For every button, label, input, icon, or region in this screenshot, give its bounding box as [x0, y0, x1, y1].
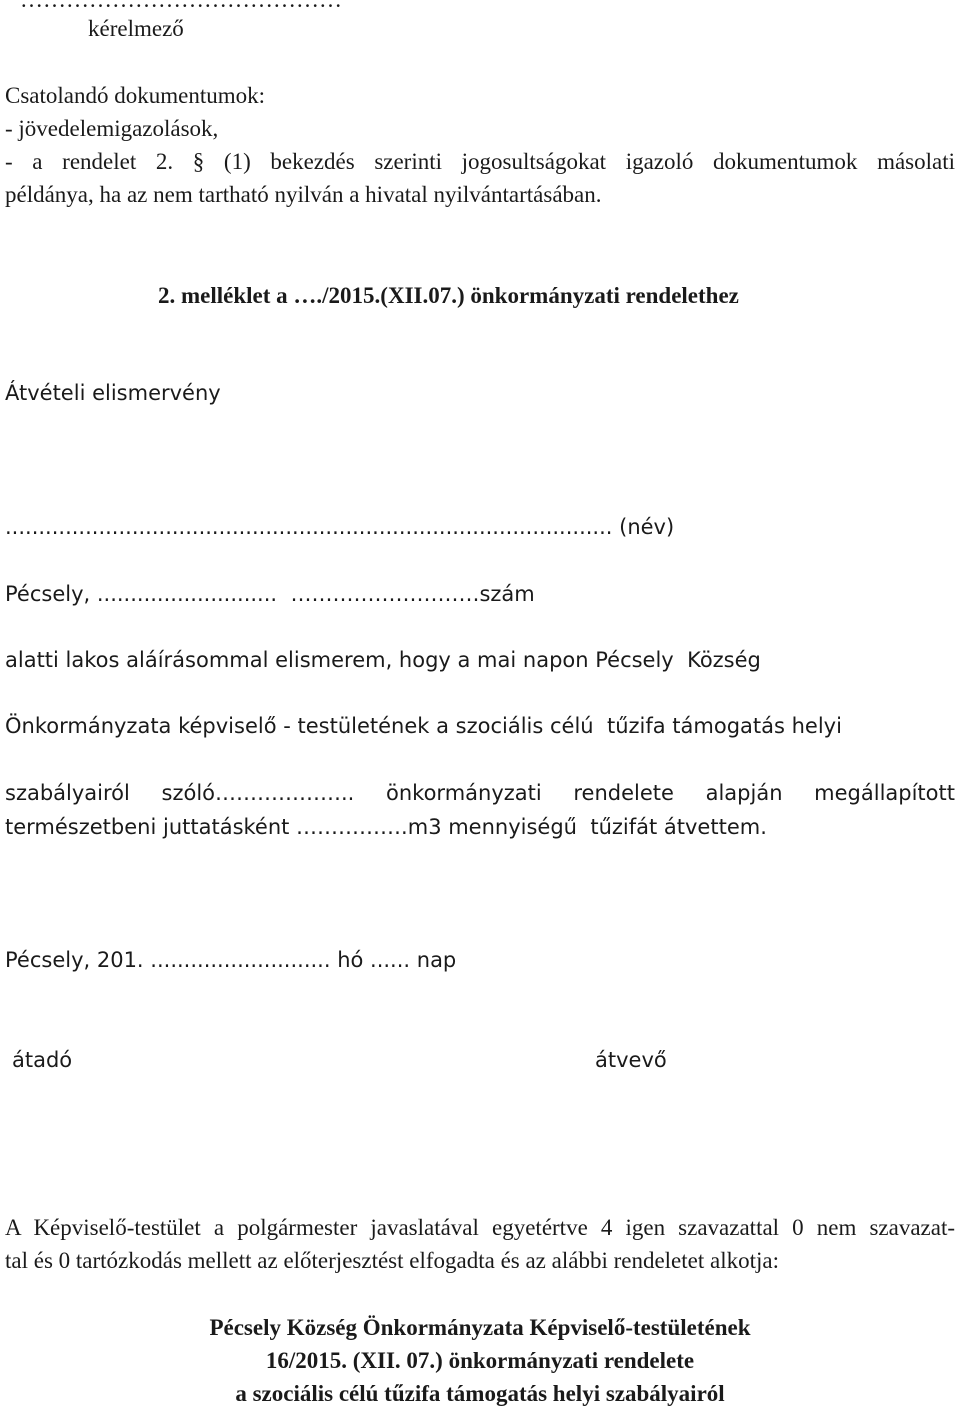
signature-dotted-line	[20, 0, 342, 11]
decision-line-2: tal és 0 tartózkodás mellett az előterjesztést elfogadta és az alábbi rendeletet alkotja:	[5, 1248, 779, 1273]
receiver-label: átvevő	[595, 1048, 667, 1072]
regulation-title-line-1: Pécsely Község Önkormányzata Képviselő-testületének	[209, 1315, 751, 1340]
annex-heading: 2. melléklet a …./2015.(XII.07.) önkormányzati rendelethez	[158, 283, 739, 308]
name-line: ........................................................................................... (név)	[5, 515, 675, 539]
receipt-text-line-2: Önkormányzata képviselő - testületének a szociális célú tűzifa támogatás helyi	[5, 714, 842, 738]
receipt-text-line-4: természetbeni juttatásként …………….m3 mennyiségű tűzifát átvettem.	[5, 815, 767, 839]
receipt-text-line-1: alatti lakos aláírásommal elismerem, hogy a mai napon Pécsely Község	[5, 648, 761, 672]
giver-label: átadó	[12, 1048, 73, 1072]
regulation-title-line-2: 16/2015. (XII. 07.) önkormányzati rendelete	[265, 1348, 695, 1373]
date-line: Pécsely, 201. ........................... hó ...... nap	[5, 948, 457, 972]
attachment-item-documents: - a rendelet 2. § (1) bekezdés szerinti jogosultságokat igazoló dokumentumok másolati	[5, 149, 955, 174]
receipt-text-line-3: szabályairól szóló……………….. önkormányzati rendelete alapján megállapított	[5, 781, 955, 805]
attachment-item-documents-cont: példánya, ha az nem tartható nyilván a hivatal nyilvántartásában.	[5, 182, 602, 207]
regulation-title-line-3: a szociális célú tűzifa támogatás helyi szabályairól	[235, 1381, 725, 1406]
receipt-title: Átvételi elismervény	[5, 381, 221, 405]
attachment-item-income: - jövedelemigazolások,	[5, 116, 219, 141]
decision-line-1: A Képviselő-testület a polgármester javaslatával egyetértve 4 igen szavazattal 0 nem szavazat-	[5, 1215, 955, 1240]
applicant-label: kérelmező	[88, 16, 184, 41]
address-line: Pécsely, ........................... ………………………szám	[5, 582, 535, 606]
attachments-title: Csatolandó dokumentumok:	[5, 83, 266, 108]
